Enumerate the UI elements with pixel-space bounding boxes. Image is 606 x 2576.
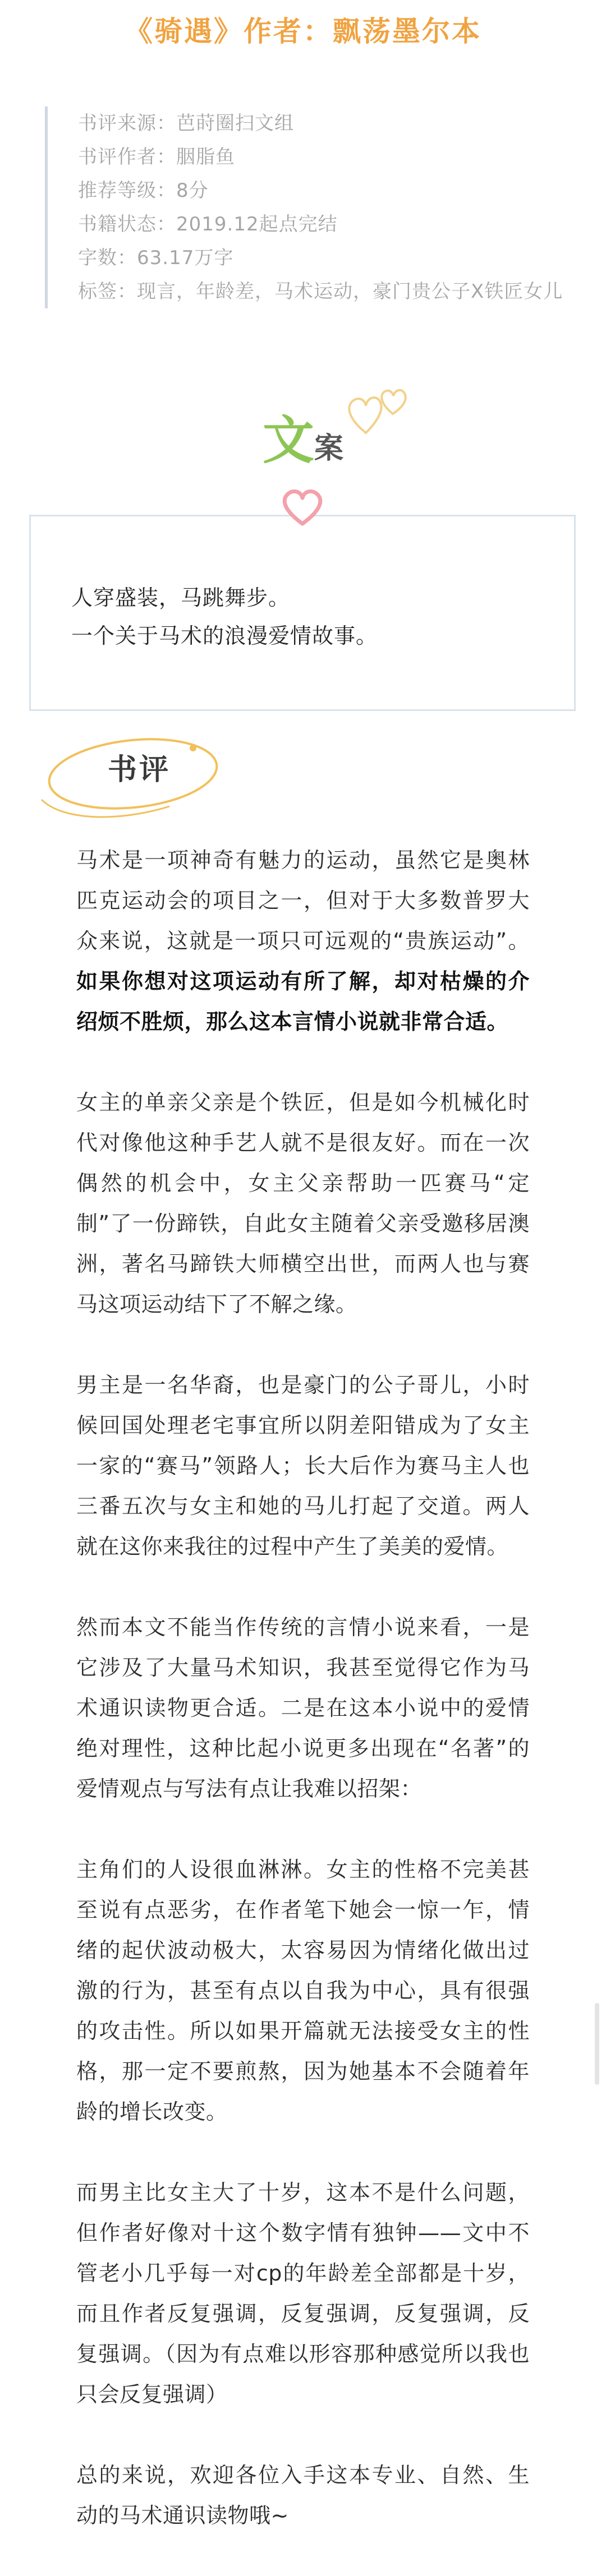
- review-paragraph-4: 然而本文不能当作传统的言情小说来看，一是它涉及了大量马术知识，我甚至觉得它作为马术通识读物更合适。二是在这本小说中的爱情绝对理性，这种比起小说更多出现在“名著”的爱情观点与写法有点让我难以招架：: [76, 1615, 530, 1801]
- review-paragraph-7: 总的来说，欢迎各位入手这本专业、自然、生动的马术通识读物哦~: [76, 2463, 530, 2528]
- page-title: 《骑遇》作者：飘荡墨尔本: [125, 15, 481, 48]
- synopsis-heading-big: 文: [262, 410, 314, 470]
- review-paragraph-5: 主角们的人设很血淋淋。女主的性格不完美甚至说有点恶劣，在作者笔下她会一惊一乍，情绪的起伏波动极大，太容易因为情绪化做出过激的行为，甚至有点以自我为中心，具有很强的攻击性。所以如果开篇就无法接受女主的性格，那一定不要煎熬，因为她基本不会随着年龄的增长改变。: [76, 1857, 530, 2124]
- review-paragraph-1: [76, 840, 530, 1042]
- synopsis-heading: [0, 399, 606, 473]
- scrollbar-thumb[interactable]: [595, 2003, 599, 2085]
- heart-icon: [279, 487, 325, 527]
- review-paragraph-1-text: 马术是一项神奇有魅力的运动，虽然它是奥林匹克运动会的项目之一，但对于大多数普罗大众来说，这就是一项只可远观的“贵族运动”。: [76, 848, 530, 953]
- review-body: [76, 840, 530, 2576]
- info-status: 书籍状态：2019.12起点完结: [78, 213, 338, 236]
- info-tags: 标签：现言，年龄差，马术运动，豪门贵公子X铁匠女儿: [78, 280, 563, 303]
- info-rating: 推荐等级：8分: [78, 179, 209, 202]
- review-paragraph-1-emphasis: 如果你想对这项运动有所了解，却对枯燥的介绍烦不胜烦，那么这本言情小说就非常合适。: [76, 969, 530, 1034]
- synopsis-line-2: 一个关于马术的浪漫爱情故事。: [71, 624, 378, 648]
- review-heading: 书评: [108, 753, 171, 787]
- review-paragraph-6: 而男主比女主大了十岁，这本不是什么问题，但作者好像对十这个数字情有独钟——文中不管老小几乎每一对cp的年龄差全部都是十岁，而且作者反复强调，反复强调，反复强调，反复强调。（因为有点难以形容那种感觉所以我也只会反复强调）: [76, 2180, 530, 2407]
- review-paragraph-2: 女主的单亲父亲是个铁匠，但是如今机械化时代对像他这种手艺人就不是很友好。而在一次偶然的机会中，女主父亲帮助一匹赛马“定制”了一份蹄铁，自此女主随着父亲受邀移居澳洲，著名马蹄铁大师横空出世，而两人也与赛马这项运动结下了不解之缘。: [76, 1090, 530, 1317]
- synopsis-line-1: 人穿盛装，马跳舞步。: [71, 585, 291, 610]
- info-reviewer: 书评作者：胭脂鱼: [78, 146, 235, 168]
- info-source: 书评来源：芭莳圈扫文组: [78, 112, 294, 135]
- review-paragraph-3: 男主是一名华裔，也是豪门的公子哥儿，小时候回国处理老宅事宜所以阴差阳错成为了女主一家的“赛马”领路人；长大后作为赛马主人也三番五次与女主和她的马儿打起了交道。两人就在这你来我往的过程中产生了美美的爱情。: [76, 1373, 530, 1559]
- book-info-block: [45, 107, 594, 308]
- info-word-count: 字数：63.17万字: [78, 247, 234, 269]
- synopsis-box: [29, 515, 576, 711]
- synopsis-heading-small: 案: [314, 432, 344, 465]
